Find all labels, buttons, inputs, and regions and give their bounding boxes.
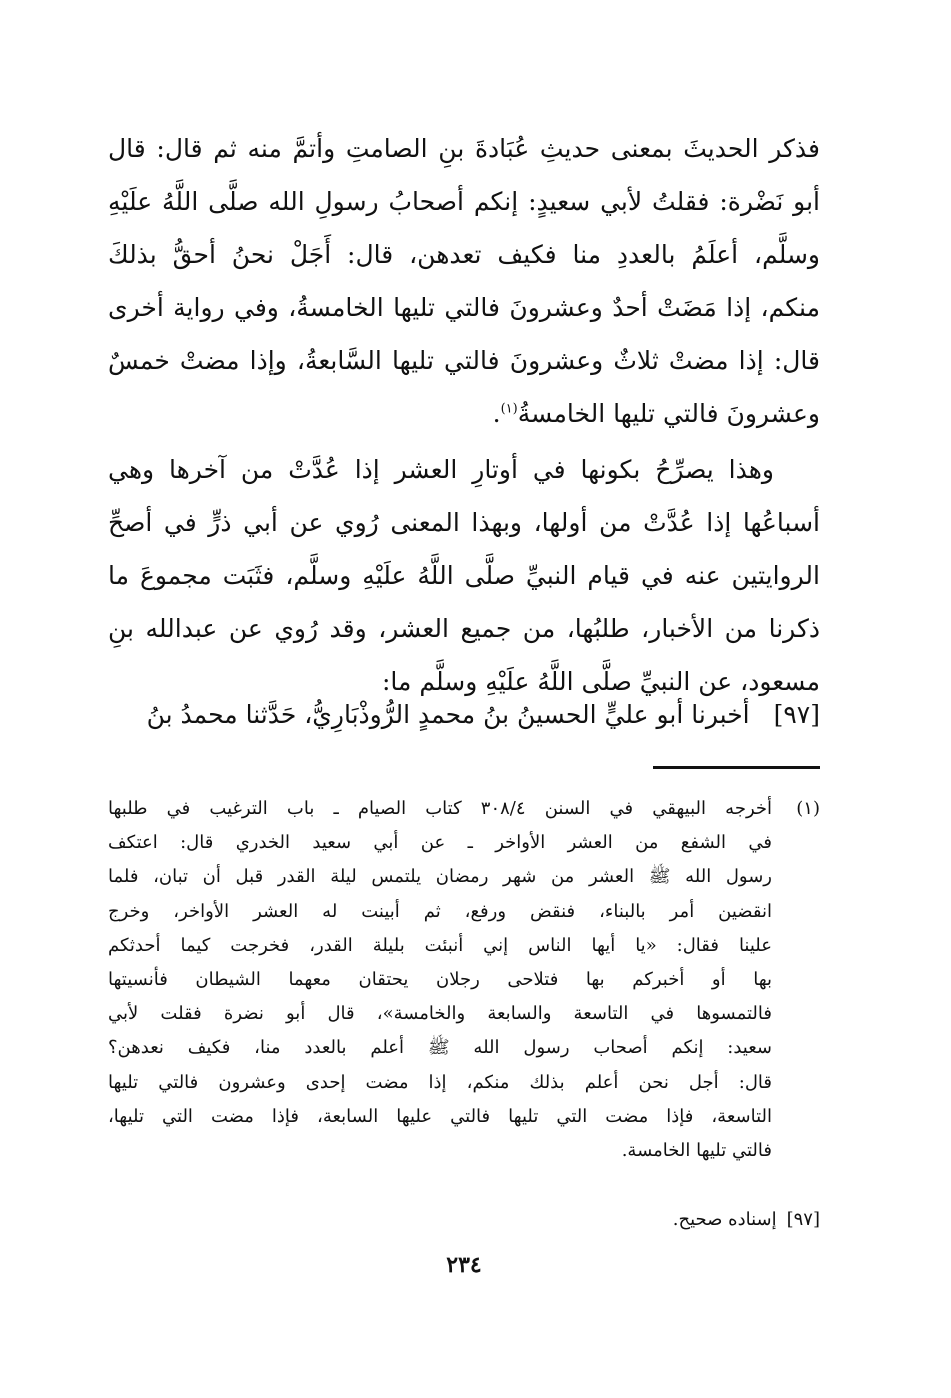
hadith-entry (108, 688, 820, 741)
text-line (108, 688, 820, 741)
text-line (108, 387, 820, 440)
text-line: أبو نَضْرة: فقلتُ لأبي سعيدٍ: إنكم أصحابُ رسولِ الله صلَّى اللَّهُ علَيْهِ (108, 187, 820, 216)
footnote-separator (653, 766, 820, 769)
text-line: وسلَّم، أعلَمُ بالعددِ منا فكيف تعدهن، قال: أَجَلْ نحنُ أحقُّ بذلكَ (108, 240, 820, 269)
footnote-reference[interactable]: (١) (500, 401, 518, 417)
footnotes-section (108, 792, 820, 1230)
footnote-marker: [٩٧] (786, 1209, 820, 1230)
hadith-text: أخبرنا أبو عليٍّ الحسينُ بنُ محمدٍ الرُّوذْبَارِيُّ، حَدَّثنا محمدُ بنُ (146, 700, 750, 729)
text-line: منكم، إذا مَضَتْ أحدٌ وعشرونَ فالتي تليها الخامسةُ، وفي رواية أخرى (108, 293, 820, 322)
footnote-line: أخرجه البيهقي في السنن ٣٠٨/٤ كتاب الصيام ـ باب الترغيب في طلبها (108, 798, 772, 819)
paragraph-1 (108, 122, 820, 440)
footnote-marker: (١) (796, 798, 820, 819)
footnote-line: انقضين أمر بالبناء، فنقض ورفع، ثم أبينت له العشر الأواخر، وخرج (108, 900, 772, 922)
text-line: وهذا يصرِّحُ بكونها في أوتارِ العشر إذا عُدَّتْ من آخرها وهي (108, 455, 774, 484)
footnote-line: علينا فقال: «يا أيها الناس إني أنبئت بليلة القدر، فخرجت كيما أحدثكم (108, 934, 772, 956)
footnote-2 (673, 1203, 820, 1237)
footnote-line: بها أو أخبركم بها فتلاحى رجلان يحتقان معهما الشيطان فأنسيتها (108, 968, 772, 990)
text-line: الروايتين عنه في قيام النبيِّ صلَّى اللَّهُ علَيْهِ وسلَّم، فثَبَت مجموعَ ما (108, 561, 820, 590)
text-line: قال: إذا مضتْ ثلاثٌ وعشرونَ فالتي تليها السَّابعةُ، وإذا مضتْ خمسٌ (108, 346, 820, 375)
footnote-line: فالتمسوها في التاسعة والسابعة والخامسة»، قال أبو نضرة فقلت لأبي (108, 1003, 772, 1025)
text-segment: . (492, 399, 501, 428)
text-line: مسعود، عن النبيِّ صلَّى اللَّهُ علَيْهِ وسلَّم ما: (381, 667, 820, 696)
hadith-number: [٩٧] (773, 700, 820, 729)
text-line: أسباعُها إذا عُدَّتْ من أولها، وبهذا المعنى رُوي عن أبي ذرٍّ في أصحِّ (108, 508, 820, 537)
book-page (108, 122, 820, 1352)
footnote-line: قال: أجل نحن أعلم بذلك منكم، إذا مضت إحدى وعشرون فالتي تليها (108, 1071, 772, 1093)
footnote-body: إسناده صحيح. (672, 1209, 777, 1230)
footnote-1 (108, 792, 820, 1168)
footnote-line: رسول الله ﷺ العشر من شهر رمضان يلتمس ليلة القدر قبل أن تبان، فلما (108, 866, 772, 888)
footnote-line: في الشفع من العشر الأواخر ـ عن أبي سعيد الخدري قال: اعتكف (108, 832, 772, 854)
footnote-line: سعيد: إنكم أصحاب رسول الله ﷺ أعلم بالعدد منا، فكيف نعدهن؟ (108, 1037, 772, 1059)
text-line: ذكرنا من الأخبار، طلبُها، من جميع العشر، وقد رُوي عن عبدالله بنِ (108, 614, 820, 643)
page-number: ٢٣٤ (446, 1252, 482, 1278)
footnote-line: التاسعة، فإذا مضت التي تليها فالتي عليها السابعة، فإذا مضت التي تليها، (108, 1105, 772, 1127)
footnote-body (108, 792, 772, 1168)
text-line: فذكر الحديثَ بمعنى حديثِ عُبَادةَ بنِ الصامتِ وأتمَّ منه ثم قال: قال (108, 134, 820, 163)
footnote-line: فالتي تليها الخامسة. (621, 1139, 772, 1161)
paragraph-2 (108, 443, 820, 708)
text-segment: وعشرونَ فالتي تليها الخامسةُ (517, 399, 820, 428)
